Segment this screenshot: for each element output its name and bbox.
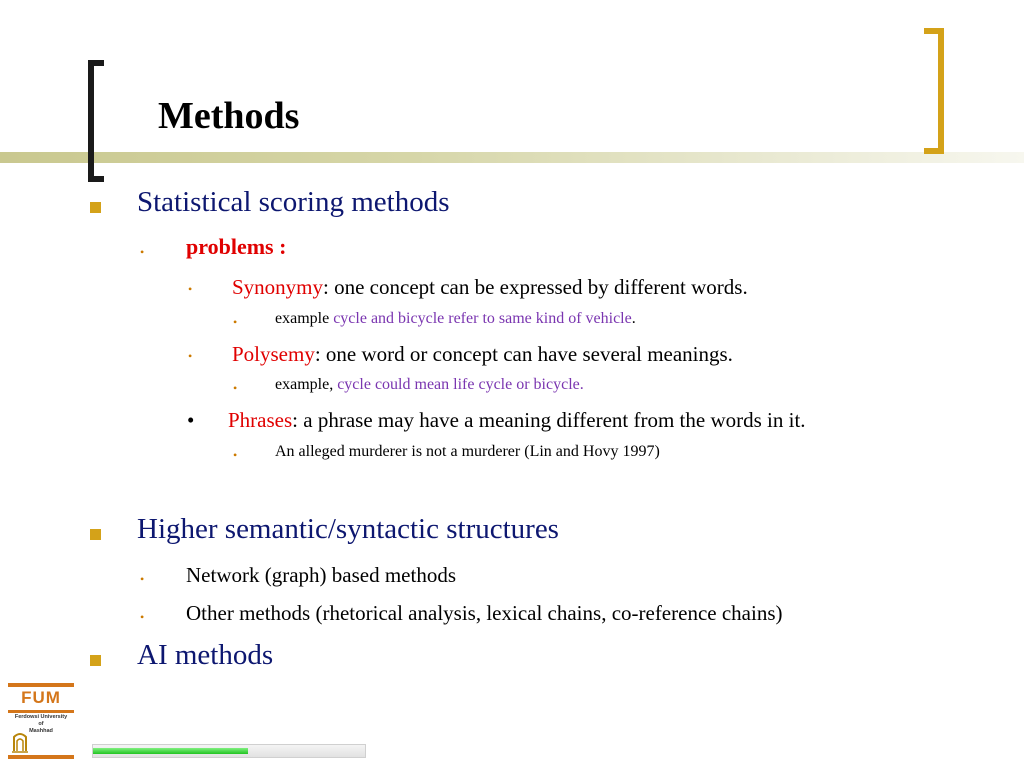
emblem-icon	[10, 731, 30, 753]
dot-bullet-icon: •	[188, 349, 193, 363]
term-synonymy: Synonymy	[232, 275, 324, 299]
bullet-example-life-cycle	[275, 376, 584, 394]
dot-bullet-icon: •	[233, 381, 238, 395]
logo-line-2: of	[38, 721, 44, 727]
dot-bullet-icon: •	[140, 610, 145, 624]
logo-wordmark: FUM	[21, 688, 61, 707]
bullet-synonymy	[232, 275, 748, 300]
logo-rule	[8, 683, 74, 687]
bullet-alleged-murderer: An alleged murderer is not a murderer (Lin and Hovy 1997)	[275, 443, 660, 460]
phrases-definition: : a phrase may have a meaning different from the words in it.	[292, 408, 806, 432]
square-bullet-icon	[90, 202, 101, 213]
slide-title: Methods	[158, 95, 300, 137]
example-detail: cycle could mean life cycle or bicycle.	[337, 376, 584, 393]
example-tail: .	[631, 310, 636, 327]
logo-line-3: Mashhad	[29, 728, 53, 734]
polysemy-definition: : one word or concept can have several meanings.	[314, 342, 733, 366]
bullet-network-methods: Network (graph) based methods	[186, 563, 457, 587]
term-phrases: Phrases	[228, 408, 293, 432]
square-bullet-icon	[90, 529, 101, 540]
dot-bullet-icon: •	[233, 448, 238, 462]
example-lead: example	[275, 310, 334, 327]
bullet-dot-black-icon: •	[187, 408, 195, 432]
dot-bullet-icon: •	[188, 282, 193, 296]
progress-fill	[93, 748, 248, 754]
bullet-polysemy	[232, 342, 733, 367]
logo-line-1: Ferdowsi University	[14, 714, 68, 720]
synonymy-definition: : one concept can be expressed by different words.	[323, 275, 748, 299]
slide-progress-bar	[92, 744, 366, 758]
right-bracket-decoration	[924, 28, 944, 154]
example-lead: example,	[275, 376, 338, 393]
bullet-phrases	[228, 408, 806, 433]
dot-bullet-icon: •	[140, 245, 145, 259]
dot-bullet-icon: •	[233, 315, 238, 329]
left-bracket-decoration	[88, 60, 104, 182]
bullet-higher-semantic: Higher semantic/syntactic structures	[137, 513, 559, 545]
dot-bullet-icon: •	[140, 572, 145, 586]
square-bullet-icon	[90, 655, 101, 666]
bullet-example-cycle-bicycle	[275, 310, 636, 328]
bullet-other-methods: Other methods (rhetorical analysis, lexical chains, co-reference chains)	[186, 601, 783, 625]
term-polysemy: Polysemy	[232, 342, 315, 366]
bullet-problems: problems :	[186, 234, 287, 259]
title-band	[0, 152, 1024, 163]
university-logo	[8, 683, 74, 759]
example-detail: cycle and bicycle refer to same kind of vehicle	[333, 310, 632, 327]
bullet-ai-methods: AI methods	[137, 639, 274, 671]
logo-rule	[8, 710, 74, 713]
bullet-statistical-scoring: Statistical scoring methods	[137, 186, 450, 218]
logo-rule	[8, 755, 74, 759]
